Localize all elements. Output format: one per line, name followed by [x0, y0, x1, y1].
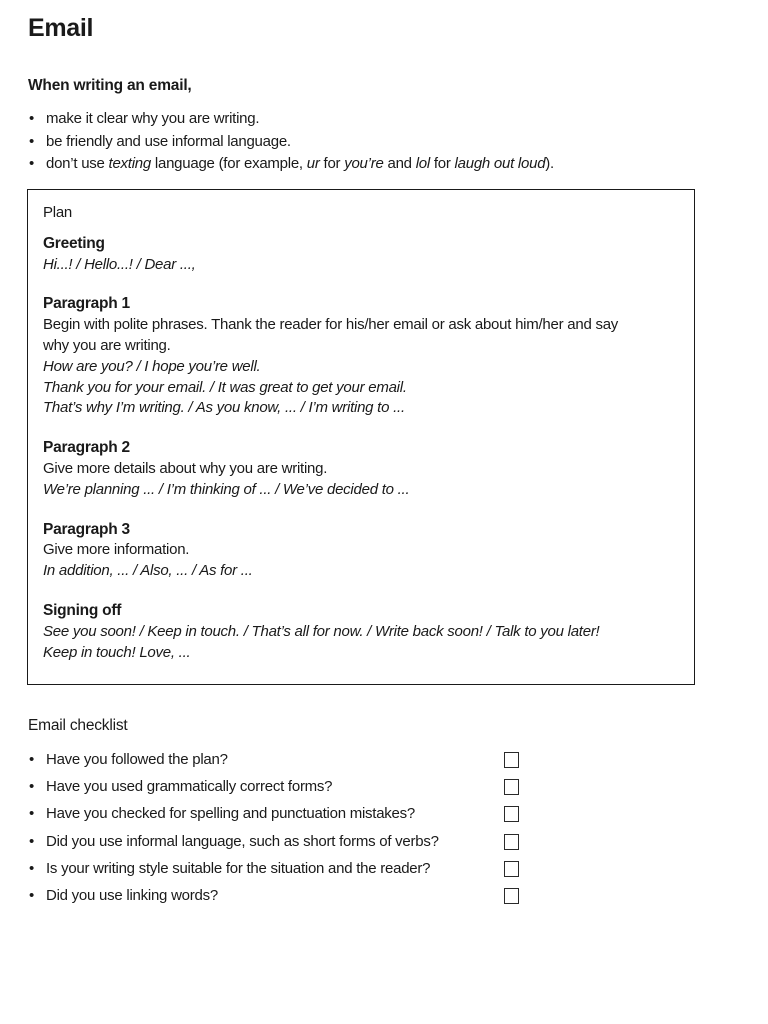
- tips-list: [28, 108, 554, 176]
- section-heading: Greeting: [43, 234, 105, 252]
- checklist-item: [28, 776, 528, 803]
- section-heading: Paragraph 2: [43, 439, 130, 457]
- section-heading: Signing off: [43, 601, 122, 619]
- checklist: [28, 749, 528, 912]
- tip-emphasis: you’re: [344, 155, 384, 172]
- section-line: That’s why I’m writing. / As you know, ... / I’m writing to ...: [43, 399, 405, 417]
- checkbox[interactable]: [504, 888, 519, 904]
- checklist-item-text: Did you use informal language, such as short forms of verbs?: [46, 832, 439, 850]
- plan-label: Plan: [43, 204, 73, 221]
- checklist-heading: Email checklist: [28, 717, 128, 734]
- section-line: We’re planning ... / I’m thinking of ... / We’ve decided to ...: [43, 480, 410, 498]
- plan-content: [43, 203, 618, 663]
- tip-item: [28, 131, 554, 154]
- section-line: How are you? / I hope you’re well.: [43, 357, 261, 375]
- tip-item: [28, 153, 554, 176]
- checklist-item: [28, 749, 528, 776]
- plan-box: [27, 189, 695, 685]
- tip-emphasis: laugh out loud: [454, 155, 546, 172]
- checkbox[interactable]: [504, 806, 519, 822]
- checklist-item-text: Have you checked for spelling and punctuation mistakes?: [46, 805, 415, 823]
- section-line: Thank you for your email. / It was great to get your email.: [43, 378, 407, 396]
- tip-emphasis: ur: [306, 155, 320, 172]
- section-line: In addition, ... / Also, ... / As for ...: [43, 562, 253, 580]
- tip-text: for: [319, 155, 345, 172]
- tip-text: ).: [545, 155, 554, 172]
- section-line: Give more information.: [43, 541, 190, 559]
- checklist-item-text: Did you use linking words?: [46, 886, 218, 904]
- tip-emphasis: lol: [415, 155, 430, 172]
- plan-section-greeting: [43, 234, 618, 276]
- tip-text: be friendly and use informal language.: [46, 132, 291, 150]
- tip-text: make it clear why you are writing.: [46, 110, 260, 127]
- checkbox[interactable]: [504, 752, 519, 768]
- intro-heading: When writing an email,: [28, 77, 192, 94]
- checklist-item: [28, 885, 528, 912]
- checklist-item: [28, 803, 528, 830]
- plan-section-paragraph-1: [43, 294, 618, 419]
- checkbox[interactable]: [504, 834, 519, 850]
- tip-text: and: [383, 155, 416, 172]
- section-line: See you soon! / Keep in touch. / That’s all for now. / Write back soon! / Talk to you later!: [43, 622, 600, 640]
- section-line: Give more details about why you are writing.: [43, 459, 328, 477]
- tip-emphasis: texting: [108, 155, 151, 172]
- section-line: Begin with polite phrases. Thank the reader for his/her email or ask about him/her and say: [43, 316, 619, 334]
- plan-section-signing-off: [43, 601, 618, 663]
- section-line: Hi...! / Hello...! / Dear ...,: [43, 255, 196, 273]
- section-line: Keep in touch! Love, ...: [43, 643, 191, 661]
- tip-item: [28, 108, 554, 131]
- tip-text: for: [429, 155, 455, 172]
- section-heading: Paragraph 1: [43, 295, 130, 313]
- page-title: Email: [28, 14, 94, 42]
- checklist-item-text: Is your writing style suitable for the situation and the reader?: [46, 859, 431, 877]
- tip-text: don’t use: [46, 155, 109, 172]
- checklist-item: [28, 831, 528, 858]
- plan-section-paragraph-3: [43, 520, 618, 582]
- checklist-item: [28, 858, 528, 885]
- checkbox[interactable]: [504, 861, 519, 877]
- plan-section-paragraph-2: [43, 438, 618, 500]
- section-heading: Paragraph 3: [43, 520, 130, 538]
- checklist-item-text: Have you used grammatically correct forms?: [46, 778, 333, 796]
- checkbox[interactable]: [504, 779, 519, 795]
- checklist-item-text: Have you followed the plan?: [46, 751, 228, 768]
- tip-text: language (for example,: [151, 155, 307, 172]
- section-line: why you are writing.: [43, 336, 171, 354]
